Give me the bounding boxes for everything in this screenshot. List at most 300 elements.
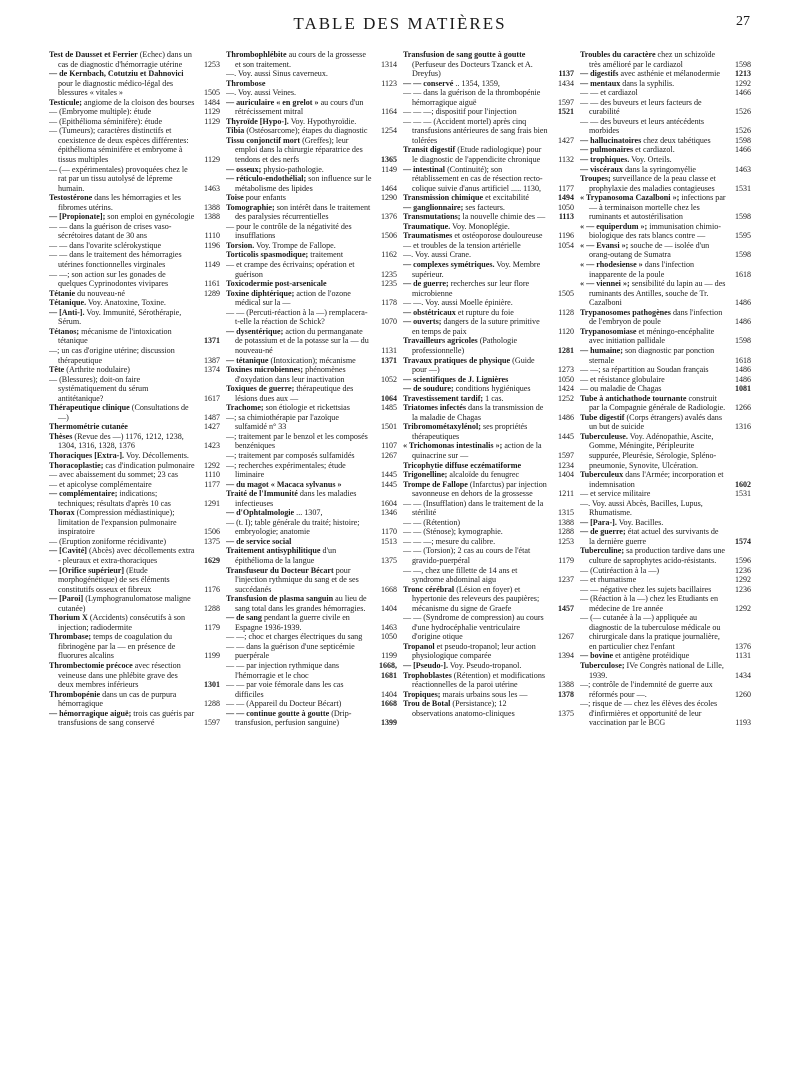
entry-page-number: 1374 (204, 365, 220, 375)
entry-headword: Trou de Botal (403, 699, 451, 709)
entry-text (49, 451, 195, 461)
entry-text (49, 422, 195, 432)
index-entry (403, 241, 574, 251)
entry-description: (Lésion en foyer) et hypertonie des releveurs des paupières; mécanisme du signe de Graefe (412, 584, 540, 613)
index-entry (226, 709, 397, 728)
entry-page-number: 1292 (735, 603, 751, 613)
entry-description: — — par injection rythmique dans l'hémorragie et le choc (226, 661, 340, 680)
entry-text (226, 117, 372, 127)
entry-text (403, 384, 549, 394)
entry-page-number: 1466 (735, 145, 751, 155)
index-entry (580, 661, 751, 680)
index-entry (580, 260, 751, 279)
entry-headword: — ouverts; (403, 317, 442, 327)
entry-description: Voy. Pseudo-tropanol. (447, 661, 522, 670)
entry-description: — (Tumeurs); caractères distinctifs et coexistence de deux espèces différentes: épithélioma séminifère et embryome à tissus multiples (49, 126, 189, 165)
entry-text (403, 537, 549, 547)
index-entry (580, 394, 751, 413)
entry-description: pour l'injection rythmique du sang et de ses succédanés (235, 565, 359, 594)
index-entry (49, 451, 220, 461)
entry-headword: — de guerre; (580, 527, 626, 537)
entry-text (226, 365, 372, 384)
entry-headword: Traitement antisyphilitique (226, 546, 321, 556)
entry-text (226, 537, 372, 547)
entry-page-number: 1486 (735, 365, 751, 375)
entry-description: —; risque de — chez les élèves des écoles d'infirmières et opportunité de leur vaccination par le BCG (580, 699, 718, 728)
entry-text (580, 470, 726, 489)
index-entry (226, 432, 397, 451)
entry-page-number: 1486 (558, 412, 574, 422)
index-entry (49, 117, 220, 127)
entry-description: — —. Voy. aussi Moelle épinière. (403, 298, 513, 308)
entry-page-number: 1463 (204, 183, 220, 193)
entry-text (403, 336, 549, 355)
entry-headword: — intestinal (403, 164, 446, 174)
index-entry (226, 413, 397, 432)
entry-description: pour enfants (243, 193, 286, 203)
entry-description: ses facteurs. (463, 202, 505, 212)
entry-text (226, 241, 372, 251)
index-entry (226, 632, 397, 642)
entry-page-number: 1618 (735, 269, 751, 279)
index-entry (49, 126, 220, 164)
entry-headword: — [Anti-]. (49, 307, 85, 317)
entry-text (49, 107, 195, 117)
entry-description: d'un épithélioma de la langue (235, 546, 337, 565)
entry-description: sa production tardive dans une culture de saprophytes acido-résistants. (589, 546, 725, 565)
entry-page-number: 1375 (204, 536, 220, 546)
index-entry (49, 537, 220, 547)
index-entry (403, 699, 574, 718)
entry-headword: — digestifs (580, 69, 619, 79)
entry-headword: — tétanique (226, 355, 269, 365)
entry-text (49, 537, 195, 547)
entry-description: du nouveau-né (75, 288, 125, 298)
entry-description: — — par voie fémorale dans les cas difficiles (226, 680, 344, 699)
entry-page-number: 1291 (204, 498, 220, 508)
entry-text (49, 270, 195, 289)
entry-page-number: 1132 (558, 155, 574, 165)
entry-description: 1 cas. (483, 393, 504, 403)
entry-page-number: 1196 (204, 240, 220, 250)
entry-page-number: 1273 (558, 365, 574, 375)
entry-headword: Thorax (49, 508, 75, 518)
index-entry (226, 594, 397, 613)
entry-page-number: 1199 (204, 651, 220, 661)
entry-text (403, 699, 549, 718)
entry-description: au cours d'un rétrécissement mitral (235, 97, 364, 117)
entry-description: —; un cas d'origine utérine; discussion thérapeutique (49, 345, 175, 365)
index-entry (226, 69, 397, 79)
entry-text (49, 212, 195, 222)
index-entry (226, 88, 397, 98)
entry-text (403, 231, 549, 241)
entry-page-number: 1597 (558, 450, 574, 460)
index-entry (403, 546, 574, 565)
entry-text (403, 203, 549, 213)
entry-page-number: 1375 (381, 555, 397, 565)
entry-text (580, 680, 726, 699)
entry-text (49, 327, 195, 346)
entry-description: — — et cardiazol (580, 88, 638, 98)
entry-description: — (Epithélioma séminifère): étude (49, 116, 163, 126)
entry-page-number: 1378 (558, 689, 574, 699)
entry-headword: — osseux; (226, 164, 262, 174)
entry-headword: Tête (49, 365, 65, 375)
entry-text (226, 642, 372, 661)
entry-description: pendant la guerre civile en Espagne 1936-1939. (235, 613, 350, 632)
entry-text (403, 566, 549, 585)
entry-text (580, 566, 726, 576)
entry-description: —. Voy. aussi Sinus caverneux. (226, 69, 328, 79)
entry-headword: Tuberculose; (580, 661, 625, 670)
entry-page-number: 1292 (204, 460, 220, 470)
index-entry (226, 279, 397, 289)
entry-page-number: 1388 (558, 517, 574, 527)
entry-headword: Tube à antichathode tournante (580, 393, 687, 403)
index-entry (580, 546, 751, 565)
entry-description: — — (Syndrome de compression) au cours d'une hydrocéphalie ventriculaire d'origine otique (403, 613, 544, 642)
entry-description: — — (Appareil du Docteur Bécart) (226, 699, 342, 709)
entry-headword: Traité de l'Immunité (226, 489, 298, 499)
index-entry (49, 212, 220, 222)
index-entry (580, 79, 751, 89)
index-entry (226, 461, 397, 480)
index-entry (49, 193, 220, 212)
index-entry (403, 50, 574, 79)
entry-headword: Transit digestif (403, 145, 456, 155)
entry-page-number: 1597 (204, 718, 220, 728)
entry-description: angiome de la cloison des bourses (81, 97, 195, 107)
entry-description: surveillance de la peau classe et prophylaxie des maladies contagieuses (589, 174, 716, 193)
entry-description: au lieu de sang total dans les grandes hémorragies. (235, 594, 367, 613)
index-entry (403, 279, 574, 298)
entry-text (226, 250, 372, 260)
index-entry (403, 203, 574, 213)
entry-text (403, 690, 549, 700)
index-entry (226, 403, 397, 413)
index-entry (403, 394, 574, 404)
entry-text (226, 518, 372, 537)
entry-description: dans la syphilis. (620, 78, 675, 88)
entry-description: Voy. Trompe de Fallope. (254, 240, 336, 250)
entry-headword: Tuberculine; (580, 546, 625, 556)
entry-page-number: 1110 (204, 231, 220, 241)
entry-page-number: 1131 (381, 345, 397, 355)
index-entry (226, 508, 397, 518)
entry-page-number: 1574 (735, 536, 751, 546)
entry-description: (Abcès) avec décollements extra - pleuraux et extra-thoraciques (58, 546, 195, 565)
index-entry (403, 193, 574, 203)
entry-description: .. 1354, 1359, (453, 78, 500, 88)
index-entry (403, 356, 574, 375)
entry-page-number: 1288 (204, 603, 220, 613)
entry-headword: « — equiperdum »; (580, 221, 648, 231)
entry-headword: Tuberculeuse. (580, 431, 628, 441)
index-entry (49, 289, 220, 299)
index-entry (580, 365, 751, 375)
entry-description: — (Embryome multiple): étude (49, 107, 152, 117)
entry-page-number: 1521 (558, 107, 574, 117)
entry-text (580, 50, 726, 69)
entry-description: (Consultations de —) (58, 403, 189, 422)
index-entry (580, 470, 751, 489)
entry-page-number: 1128 (558, 307, 574, 317)
index-entry (226, 289, 397, 308)
entry-description: — — (Percuti-réaction à la —) remplacera-t-elle la réaction de Schick? (226, 307, 368, 327)
index-entry (49, 470, 220, 480)
entry-text (226, 403, 372, 413)
entry-page-number: 1424 (558, 384, 574, 394)
entry-text (580, 499, 726, 518)
entry-description: Voy. Immunité, Sérothérapie, Sérum. (58, 307, 182, 327)
entry-text (226, 222, 372, 241)
entry-headword: Tribromométaxylénol; (403, 422, 481, 432)
entry-page-number: 1266 (735, 403, 751, 413)
entry-headword: — du magot « Macaca sylvanus » (226, 479, 342, 489)
entry-text (49, 508, 195, 537)
entry-description: son diagnostic par ponction sternale (589, 345, 715, 365)
index-column-4 (580, 50, 751, 1070)
entry-page-number: 1292 (735, 575, 751, 585)
index-column-3 (403, 50, 574, 1070)
entry-page-number: 1107 (381, 441, 397, 451)
entry-page-number: 1346 (381, 508, 397, 518)
entry-headword: Trachome; (226, 403, 264, 413)
entry-headword: Thérapeutique clinique (49, 403, 130, 413)
entry-description: — et résistance globulaire (580, 374, 665, 384)
entry-description: chez un schizoïde très amélioré par le cardiazol (589, 50, 716, 69)
entry-headword: — [Cavité] (49, 546, 87, 556)
entry-headword: Trypanosomiase (580, 326, 637, 336)
entry-text (226, 384, 372, 403)
index-entry (49, 566, 220, 595)
index-entry (580, 145, 751, 155)
entry-description: et ostéoporose douloureuse (452, 231, 543, 241)
entry-page-number: 1281 (558, 345, 574, 355)
entry-text (403, 499, 549, 518)
entry-description: — et apicolyse complémentaire (49, 479, 152, 489)
entry-description: traitement (308, 250, 344, 260)
entry-text (226, 546, 372, 565)
entry-description: dans l'Armée; incorporation et indemnisation (589, 470, 724, 489)
entry-description: construit par la Compagnie générale de Radiologie. (589, 393, 726, 413)
entry-text (403, 317, 549, 336)
index-entry (49, 661, 220, 690)
entry-page-number: 1466 (735, 88, 751, 98)
entry-headword: Toxiques de guerre; (226, 384, 295, 394)
entry-headword: Tétanie (49, 288, 76, 298)
entry-text (403, 422, 549, 441)
entry-description: (Echec) dans un cas de diagnostic d'hémorragie utérine (58, 50, 192, 69)
index-entry (226, 327, 397, 356)
index-entry (403, 690, 574, 700)
index-entry (49, 165, 220, 194)
entry-text (49, 250, 195, 269)
entry-text (403, 470, 549, 480)
entry-page-number: 1267 (381, 450, 397, 460)
entry-text (226, 480, 372, 490)
entry-page-number: 1597 (558, 97, 574, 107)
entry-description: (Continuité); son rétablissement en cas de résection recto-colique suivie d'anus artificiel ..... 1130, (412, 164, 543, 193)
index-entry (580, 98, 751, 117)
index-entry (580, 518, 751, 528)
entry-description: dans l'infection de l'embryon de poule (589, 307, 723, 327)
entry-description: et antigène protéidique (613, 651, 690, 661)
entry-page-number: 1178 (381, 298, 397, 308)
entry-headword: Thrombose (226, 78, 266, 88)
index-entry (403, 88, 574, 107)
index-entry (226, 241, 397, 251)
index-entry (226, 451, 397, 461)
entry-text (403, 480, 549, 499)
entry-text (49, 690, 195, 709)
entry-headword: Thrombopénie (49, 689, 101, 699)
entry-text (580, 88, 726, 98)
entry-description: (Etude radiologique) pour le diagnostic de l'appendicite chronique (412, 145, 542, 165)
index-entry (49, 50, 220, 69)
entry-headword: Tibia (226, 126, 245, 136)
entry-description: trois cas guéris par transfusions de sang conservé (58, 708, 195, 728)
entry-text (226, 308, 372, 327)
entry-text (580, 651, 726, 661)
entry-description: conditions hygiéniques (453, 384, 531, 394)
entry-page-number: 1445 (381, 470, 397, 480)
entry-headword: Trypanosomes pathogènes (580, 307, 671, 317)
entry-text (580, 145, 726, 155)
entry-description: (Compression médiastinique); limitation de l'expansion pulmonaire inspiratoire (58, 508, 177, 537)
index-entry (580, 117, 751, 136)
entry-description: — (— cutanée à la —) appliquée au diagnostic de la tuberculose médicale ou chirurgicale dans la pratique journalière, en particulier chez l'enfant (580, 613, 721, 651)
index-entry (226, 680, 397, 699)
entry-page-number: 1388 (204, 202, 220, 212)
entry-headword: « Trypanosoma Cazalboni »; (580, 193, 680, 203)
entry-headword: Transfusion de sang goutte à goutte (403, 50, 526, 59)
entry-page-number: 1598 (735, 212, 751, 222)
entry-headword: Toxicodermie post-arsenicale (226, 279, 327, 289)
index-entry (580, 594, 751, 613)
entry-headword: — [Orifice supérieur] (49, 565, 125, 575)
entry-text (49, 403, 195, 422)
entry-description: (Lymphogranulomatose maligne cutanée) (58, 594, 191, 613)
entry-text (226, 451, 372, 461)
index-entry (403, 260, 574, 279)
entry-description: — — des buveurs et leurs facteurs de curabilité (580, 97, 702, 117)
entry-text (226, 174, 372, 193)
entry-text (580, 117, 726, 136)
entry-text (226, 489, 372, 508)
entry-page-number: 1404 (558, 470, 574, 480)
entry-text (226, 289, 372, 308)
index-entry (226, 79, 397, 89)
entry-description: marais urbains sous les — (440, 689, 528, 699)
entry-description: dans l'infection inapparente de la poule (589, 260, 695, 279)
index-entry (226, 566, 397, 595)
index-entry (403, 250, 574, 260)
entry-text (403, 298, 549, 308)
entry-text (403, 527, 549, 537)
entry-text (49, 489, 195, 508)
entry-page-number: 1199 (381, 651, 397, 661)
entry-headword: — complémentaire; (49, 489, 118, 499)
entry-page-number: 1598 (735, 135, 751, 145)
entry-description: —; recherches expérimentales; étude liminaire (226, 460, 346, 480)
entry-text (49, 289, 195, 299)
entry-page-number: 1120 (558, 326, 574, 336)
entry-description: — (Eruption zoniforme récidivante) (49, 536, 167, 546)
entry-text (49, 709, 195, 728)
entry-page-number: 1463 (381, 622, 397, 632)
entry-page-number: 1618 (735, 355, 751, 365)
index-entry (226, 546, 397, 565)
entry-description: — — dans la guérison de crises vaso-sécrétoires datant de 30 ans (49, 221, 172, 241)
entry-headword: « — Evansi »; (580, 240, 629, 250)
page-number: 27 (736, 14, 750, 29)
entry-description: — —; son action sur les gonades de quelques Cyprinodontes vivipares (49, 269, 169, 289)
entry-page-number: 1604 (381, 498, 397, 508)
index-entry (403, 308, 574, 318)
index-entry (580, 585, 751, 595)
index-entry (403, 145, 574, 164)
entry-description: — — (Rétention) (403, 517, 461, 527)
entry-text (403, 117, 549, 146)
entry-page-number: 1177 (204, 479, 220, 489)
index-entry (403, 518, 574, 528)
index-entry (226, 117, 397, 127)
index-entry (403, 461, 574, 471)
entry-page-number: 1315 (558, 508, 574, 518)
entry-text (403, 88, 549, 107)
entry-text (49, 594, 195, 613)
index-entry (403, 336, 574, 355)
entry-text (580, 613, 726, 651)
index-entry (403, 480, 574, 499)
entry-headword: — viscéraux (580, 164, 623, 174)
entry-headword: Transfuseur du Docteur Bécart (226, 565, 334, 575)
entry-page-number: 1129 (204, 155, 220, 165)
entry-text (580, 375, 726, 385)
entry-description: cas d'indication pulmonaire (103, 460, 195, 470)
entry-page-number: 1314 (381, 59, 397, 69)
entry-text (403, 671, 549, 690)
index-entry (580, 155, 751, 165)
index-entry (49, 98, 220, 108)
entry-description: infections par — à terminaison mortelle chez les ruminants et autostérilisation (589, 193, 726, 222)
index-column-2 (226, 50, 397, 1070)
entry-description: — et crampe des écrivains; opération et guérison (226, 260, 355, 279)
entry-text (403, 441, 549, 460)
entry-page-number: 1081 (735, 384, 751, 394)
entry-page-number: 1052 (381, 374, 397, 384)
index-entry (403, 317, 574, 336)
entry-headword: Test de Dausset et Ferrier (49, 50, 138, 59)
entry-page-number: 1292 (735, 78, 751, 88)
index-entry (226, 98, 397, 117)
index-entry (580, 566, 751, 576)
entry-text (49, 632, 195, 661)
index-entry (580, 308, 751, 327)
entry-text (226, 50, 372, 69)
entry-text (403, 193, 549, 203)
entry-headword: Testicule; (49, 97, 82, 107)
entry-headword: — de service social (226, 536, 292, 546)
entry-text (49, 98, 195, 108)
entry-page-number: 1288 (204, 699, 220, 709)
entry-description: dans la syringomyélie (622, 164, 696, 174)
index-entry (580, 136, 751, 146)
entry-description: dangers de la suture primitive en temps de paix (412, 317, 540, 336)
entry-description: alcaloïde du fenugrec (447, 470, 520, 480)
